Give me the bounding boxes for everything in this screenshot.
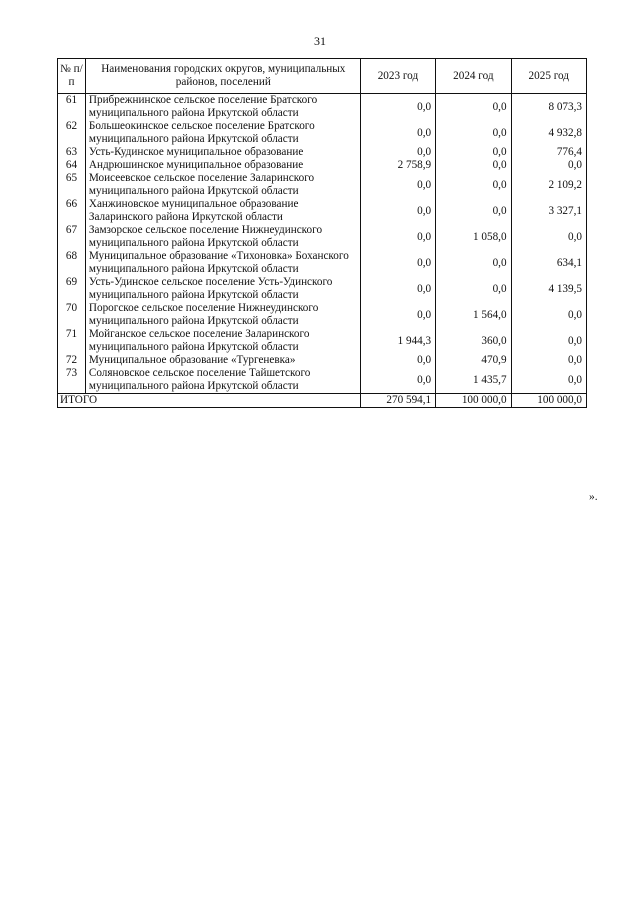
table-row — [58, 367, 587, 394]
header-2024: 2024 год — [436, 59, 511, 94]
cell-year-2024: 0,0 — [436, 146, 511, 159]
cell-year-2024: 0,0 — [436, 172, 511, 198]
cell-year-2023: 0,0 — [360, 224, 435, 250]
header-2025: 2025 год — [511, 59, 586, 94]
table-row — [58, 276, 587, 302]
cell-num: 61 — [58, 94, 86, 121]
cell-year-2024: 1 058,0 — [436, 224, 511, 250]
table-row — [58, 224, 587, 250]
cell-year-2025: 0,0 — [511, 302, 586, 328]
cell-num: 63 — [58, 146, 86, 159]
cell-year-2023: 0,0 — [360, 94, 435, 121]
table-row — [58, 328, 587, 354]
table-header — [58, 59, 587, 94]
cell-year-2023: 0,0 — [360, 120, 435, 146]
cell-num: 65 — [58, 172, 86, 198]
cell-num: 67 — [58, 224, 86, 250]
total-label: ИТОГО — [58, 394, 361, 408]
cell-name: Ханжиновское муниципальное образование Заларинского района Иркутской области — [85, 198, 360, 224]
cell-year-2025: 0,0 — [511, 159, 586, 172]
cell-year-2025: 2 109,2 — [511, 172, 586, 198]
cell-year-2024: 1 564,0 — [436, 302, 511, 328]
cell-num: 69 — [58, 276, 86, 302]
cell-year-2023: 0,0 — [360, 354, 435, 367]
cell-year-2025: 0,0 — [511, 367, 586, 394]
cell-num: 72 — [58, 354, 86, 367]
cell-year-2023: 0,0 — [360, 250, 435, 276]
cell-num: 62 — [58, 120, 86, 146]
cell-name: Соляновское сельское поселение Тайшетского муниципального района Иркутской области — [85, 367, 360, 394]
cell-name: Андрюшинское муниципальное образование — [85, 159, 360, 172]
cell-num: 71 — [58, 328, 86, 354]
total-year-2025: 100 000,0 — [511, 394, 586, 408]
cell-num: 68 — [58, 250, 86, 276]
header-num: № п/п — [58, 59, 86, 94]
cell-year-2024: 0,0 — [436, 276, 511, 302]
cell-year-2023: 0,0 — [360, 172, 435, 198]
closing-quote: ». — [589, 491, 598, 503]
cell-year-2023: 0,0 — [360, 276, 435, 302]
header-name: Наименования городских округов, муниципальных районов, поселений — [85, 59, 360, 94]
cell-year-2023: 0,0 — [360, 367, 435, 394]
cell-year-2024: 0,0 — [436, 120, 511, 146]
cell-name: Усть-Кудинское муниципальное образование — [85, 146, 360, 159]
table-row — [58, 146, 587, 159]
cell-year-2023: 0,0 — [360, 146, 435, 159]
cell-year-2025: 0,0 — [511, 224, 586, 250]
cell-year-2025: 634,1 — [511, 250, 586, 276]
cell-year-2023: 0,0 — [360, 198, 435, 224]
cell-name: Муниципальное образование «Тургеневка» — [85, 354, 360, 367]
cell-num: 73 — [58, 367, 86, 394]
cell-year-2023: 1 944,3 — [360, 328, 435, 354]
cell-year-2025: 4 932,8 — [511, 120, 586, 146]
cell-year-2025: 4 139,5 — [511, 276, 586, 302]
table-row — [58, 198, 587, 224]
table-row — [58, 172, 587, 198]
header-row — [58, 59, 587, 94]
table-row — [58, 302, 587, 328]
cell-name: Муниципальное образование «Тихоновка» Боханского муниципального района Иркутской области — [85, 250, 360, 276]
table-row — [58, 120, 587, 146]
cell-year-2025: 776,4 — [511, 146, 586, 159]
cell-year-2024: 0,0 — [436, 250, 511, 276]
cell-year-2024: 0,0 — [436, 198, 511, 224]
cell-name: Мойганское сельское поселение Заларинского муниципального района Иркутской области — [85, 328, 360, 354]
table-row — [58, 159, 587, 172]
cell-year-2024: 360,0 — [436, 328, 511, 354]
total-year-2023: 270 594,1 — [360, 394, 435, 408]
table-row — [58, 354, 587, 367]
header-2023: 2023 год — [360, 59, 435, 94]
cell-num: 66 — [58, 198, 86, 224]
table-body — [58, 94, 587, 408]
cell-name: Порогское сельское поселение Нижнеудинского муниципального района Иркутской области — [85, 302, 360, 328]
cell-year-2024: 0,0 — [436, 159, 511, 172]
cell-year-2025: 3 327,1 — [511, 198, 586, 224]
table-row — [58, 250, 587, 276]
cell-year-2024: 470,9 — [436, 354, 511, 367]
cell-year-2024: 0,0 — [436, 94, 511, 121]
cell-name: Моисеевское сельское поселение Заларинского муниципального района Иркутской области — [85, 172, 360, 198]
cell-name: Прибрежнинское сельское поселение Братского муниципального района Иркутской области — [85, 94, 360, 121]
cell-year-2024: 1 435,7 — [436, 367, 511, 394]
table-row — [58, 94, 587, 121]
cell-year-2025: 8 073,3 — [511, 94, 586, 121]
total-row — [58, 394, 587, 408]
cell-name: Большеокинское сельское поселение Братского муниципального района Иркутской области — [85, 120, 360, 146]
cell-year-2025: 0,0 — [511, 354, 586, 367]
cell-num: 70 — [58, 302, 86, 328]
cell-year-2023: 2 758,9 — [360, 159, 435, 172]
cell-name: Усть-Удинское сельское поселение Усть-Удинского муниципального района Иркутской области — [85, 276, 360, 302]
cell-num: 64 — [58, 159, 86, 172]
page-number: 31 — [314, 34, 326, 48]
budget-table — [57, 58, 587, 408]
cell-year-2023: 0,0 — [360, 302, 435, 328]
cell-year-2025: 0,0 — [511, 328, 586, 354]
cell-name: Замзорское сельское поселение Нижнеудинского муниципального района Иркутской области — [85, 224, 360, 250]
total-year-2024: 100 000,0 — [436, 394, 511, 408]
